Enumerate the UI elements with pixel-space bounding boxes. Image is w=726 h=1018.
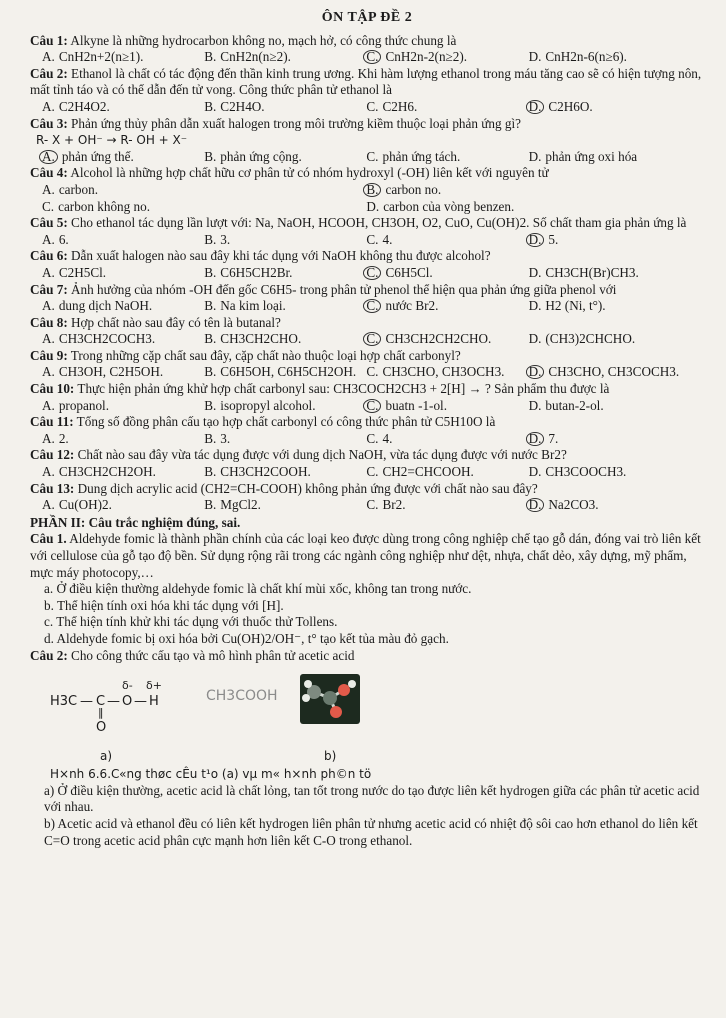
question-text: Ethanol là chất có tác động đến thần kinh trung ương. Khi hàm lượng ethanol trong máu tăng cao sẽ có hiện tượng nôn, mất tỉnh táo và có thể dẫn đến tử vong. Công thức phân tử ethanol là [30,65,702,98]
option-text: C6H5CH2Br. [220,264,293,280]
reaction-equation: R- X + OH⁻ → R- OH + X⁻ [36,133,188,148]
option-b[interactable] [204,49,366,66]
ball-stick-model-icon [300,674,360,724]
option-d[interactable] [529,265,691,282]
question-text: Chất nào sau đây vừa tác dụng được với dung dịch NaOH, vừa tác dụng được với nước Br2? [77,447,567,463]
question-text: Alcohol là những hợp chất hữu cơ phân tử có nhóm hydroxyl (-OH) liên kết với nguyên tử [70,165,549,181]
option-text: CH3CH2CH2CHO. [385,331,492,347]
question-stem [30,348,704,365]
option-text: CnH2n+2(n≥1). [58,49,144,65]
option-key: B. [204,148,217,164]
option-d[interactable] [529,464,691,481]
option-text: CH3CH(Br)CH3. [545,264,639,280]
option-c[interactable] [366,364,528,381]
handwritten-note: CH3COOH [206,688,278,705]
option-key-circled: C. [363,50,381,64]
options-row [42,431,704,448]
option-text: phản ứng cộng. [220,148,302,164]
option-key-circled: A. [39,150,58,164]
question-13 [30,481,704,514]
hydrogen-atom: H [149,694,159,710]
question-text: Hợp chất nào sau đây có tên là butanal? [71,314,281,330]
option-text: CnH2n(n≥2). [220,49,291,65]
option-a[interactable] [42,431,204,448]
option-key: A. [42,98,55,114]
option-a[interactable] [42,265,204,282]
option-text: CH3CHO, CH3OCH3. [382,364,505,380]
s2q1-statement-c: c. Thể hiện tính khử khi tác dụng với thuốc thử Tollens. [44,614,338,630]
option-text: 7. [548,430,559,446]
question-stem [30,33,704,50]
option-key: A. [42,181,55,197]
double-bond: ‖ [98,706,104,720]
question-label: Câu 1: [30,32,68,48]
section-2-title: PHẦN II: Câu trắc nghiệm đúng, sai. [30,514,241,530]
option-c[interactable] [366,265,528,282]
question-label: Câu 8: [30,314,68,330]
question-stem [30,248,704,265]
option-key: C. [366,364,379,380]
option-a[interactable] [42,99,204,116]
option-key-circled: C. [363,299,381,313]
option-a[interactable] [42,331,204,348]
s2q2-statement-b: b) Acetic acid và ethanol đều có liên kết hydrogen liên phân tử nhưng acetic acid có nhiệt độ sôi cao hơn ethanol do liên kết C=O trong acetic acid phân cực mạnh hơn liên kết C-O trong ethanol. [44,815,698,848]
option-c[interactable] [366,49,528,66]
s2q1-statement-d: d. Aldehyde fomic bị oxi hóa bởi Cu(OH)2/OH⁻, t° tạo kết tủa màu đỏ gạch. [44,630,449,646]
option-key: C. [366,497,379,513]
option-text: CH3CHO, CH3COCH3. [548,364,680,380]
option-d[interactable] [529,398,691,415]
option-text: 4. [382,231,393,247]
option-key: A. [42,298,55,314]
question-label: Câu 2: [30,65,68,81]
option-key: C. [42,198,55,214]
methyl-group: H3C [50,694,78,710]
question-text: Dung dịch acrylic acid (CH2=CH-COOH) không phản ứng được với chất nào sau đây? [77,480,538,496]
figure-label-b: b) [324,749,337,764]
question-2 [30,66,704,116]
question-stem [30,165,704,182]
option-key-circled: D. [526,432,545,446]
question-label: Câu 7: [30,281,68,297]
question-12 [30,447,704,480]
question-stem [30,414,704,431]
option-a[interactable] [42,464,204,481]
option-key: C. [366,98,379,114]
question-1 [30,33,704,66]
question-10 [30,381,704,414]
option-text: phản ứng thế. [61,148,134,164]
option-b[interactable] [204,149,366,166]
option-key: B. [204,464,217,480]
option-text: C6H5Cl. [385,264,433,280]
option-c[interactable] [366,497,528,514]
option-key-circled: D. [526,233,545,247]
option-a[interactable] [42,182,366,199]
option-b[interactable] [204,364,366,381]
option-key: D. [528,397,542,413]
option-text: butan-2-ol. [545,397,604,413]
question-11 [30,414,704,447]
question-label: Câu 9: [30,347,68,363]
option-key: B. [204,364,217,380]
option-d[interactable] [529,232,691,249]
options-row [42,364,704,381]
option-a[interactable] [42,232,204,249]
option-c[interactable] [366,398,528,415]
question-stem [30,66,704,99]
option-a[interactable] [42,49,204,66]
question-text: Cho ethanol tác dụng lần lượt với: Na, NaOH, HCOOH, CH3OH, O2, CuO, Cu(OH)2. Số chất tham gia phản ứng là [71,215,687,231]
option-key: C. [366,148,379,164]
question-label: Câu 12: [30,447,75,463]
option-text: C2H6. [382,98,418,114]
option-key: B. [204,231,217,247]
multiple-choice-section [30,33,704,514]
option-c[interactable] [366,298,528,315]
option-text: CH3CH2CHO. [220,331,302,347]
question-text: Alkyne là những hydrocarbon không no, mạch hở, có công thức chung là [70,32,457,48]
option-c[interactable] [42,199,366,216]
option-text: buatn -1-ol. [385,397,447,413]
bond-line: — [134,694,147,710]
option-d[interactable] [529,364,691,381]
option-d[interactable] [529,298,691,315]
option-key: B. [204,430,217,446]
option-text: CH3COOCH3. [545,464,627,480]
option-a[interactable] [42,398,204,415]
acetic-acid-figure [50,668,704,764]
question-text: Trong những cặp chất sau đây, cặp chất nào thuộc loại hợp chất carbonyl? [70,347,461,363]
option-text: propanol. [58,397,110,413]
option-b[interactable] [204,232,366,249]
option-key: D. [528,331,542,347]
option-d[interactable] [529,149,691,166]
option-text: (CH3)2CHCHO. [545,331,636,347]
option-c[interactable] [366,232,528,249]
molecular-model-image [300,674,360,724]
option-text: carbon không no. [58,198,151,214]
option-key-circled: B. [363,183,381,197]
option-key: A. [42,231,55,247]
option-key: B. [204,331,217,347]
question-5 [30,215,704,248]
option-c[interactable] [366,331,528,348]
option-text: 2. [58,430,69,446]
option-text: CH3CH2COOH. [220,464,311,480]
option-d[interactable] [529,99,691,116]
option-text: carbon no. [385,181,442,197]
option-text: CnH2n-6(n≥6). [545,49,627,65]
option-key: D. [528,148,542,164]
s2q2-statement-a: a) Ở điều kiện thường, acetic acid là chất lỏng, tan tốt trong nước do tạo được liên kết hydrogen giữa các phân tử acetic acid với nhau. [44,782,700,815]
question-label: Câu 3: [30,115,68,131]
question-text: Tổng số đồng phân cấu tạo hợp chất carbonyl có công thức phân tử C5H10O là [76,414,496,430]
option-a[interactable] [42,497,204,514]
figure-caption: H×nh 6.6.C«ng thøc cÊu t¹o (a) vµ m« h×nh ph©n tö [50,767,372,782]
option-text: dung dịch NaOH. [58,298,153,314]
question-label: Câu 11: [30,414,74,430]
option-key: B. [204,98,217,114]
question-9 [30,348,704,381]
option-text: MgCl2. [220,497,261,513]
options-row [42,331,704,348]
question-stem [30,282,704,299]
options-row [42,298,704,315]
option-key-circled: D. [526,365,545,379]
question-stem [30,215,704,232]
option-text: CnH2n-2(n≥2). [385,49,468,65]
option-key-circled: C. [363,399,381,413]
option-b[interactable] [204,398,366,415]
option-text: phản ứng tách. [382,148,461,164]
option-text: Cu(OH)2. [58,497,112,513]
option-key: D. [528,298,542,314]
option-c[interactable] [366,99,528,116]
question-stem [30,447,704,464]
question-stem [30,315,704,332]
option-key: D. [366,198,380,214]
option-c[interactable] [366,431,528,448]
options-row [42,182,704,199]
option-text: CH3CH2CH2OH. [58,464,156,480]
option-key: A. [42,464,55,480]
delta-minus-label: δ- [122,679,133,693]
carbon-atom: C [96,694,106,710]
question-6 [30,248,704,281]
option-key-circled: D. [526,100,545,114]
option-text: C2H4O2. [58,98,110,114]
bond-line: — [107,694,120,710]
question-8 [30,315,704,348]
options-row [42,464,704,481]
option-key: D. [528,49,542,65]
question-3 [30,116,704,166]
option-text: carbon của vòng benzen. [383,198,515,214]
option-a[interactable] [42,149,204,166]
option-key: C. [366,231,379,247]
option-text: 4. [382,430,393,446]
question-text: Thực hiện phản ứng khử hợp chất carbonyl sau: CH3COCH2CH3 + 2[H] → ? Sản phẩm thu được là [77,381,610,397]
option-b[interactable] [204,464,366,481]
option-text: CH3OH, C2H5OH. [58,364,164,380]
question-label: Câu 13: [30,480,75,496]
figure-label-a: a) [100,749,113,764]
option-text: Na2CO3. [548,497,599,513]
option-text: 3. [220,231,231,247]
option-b[interactable] [204,99,366,116]
option-text: isopropyl alcohol. [220,397,316,413]
option-key: C. [366,430,379,446]
option-key: A. [42,397,55,413]
option-d[interactable] [529,49,691,66]
option-a[interactable] [42,298,204,315]
section2-question-2: Câu 2: Cho công thức cấu tạo và mô hình phân tử acetic acid [30,647,355,663]
bond-line: — [80,694,93,710]
question-label: Câu 5: [30,215,68,231]
option-key: A. [42,497,55,513]
option-key: A. [42,331,55,347]
option-text: C6H5OH, C6H5CH2OH. [220,364,357,380]
option-key-circled: D. [526,498,545,512]
options-row [42,49,704,66]
option-b[interactable] [204,298,366,315]
option-key: B. [204,298,217,314]
option-d[interactable] [529,431,691,448]
option-c[interactable] [366,149,528,166]
options-row [42,99,704,116]
option-key: B. [204,264,217,280]
option-d[interactable] [529,497,691,514]
option-b[interactable] [204,265,366,282]
option-text: CH2=CHCOOH. [382,464,474,480]
option-text: 5. [548,231,559,247]
option-key: C. [366,464,379,480]
option-b[interactable] [366,182,690,199]
option-c[interactable] [366,464,528,481]
option-key: A. [42,49,55,65]
option-key: D. [528,464,542,480]
option-key: A. [42,430,55,446]
question-stem [30,481,704,498]
question-7 [30,282,704,315]
option-a[interactable] [42,364,204,381]
oxygen-atom: O [122,694,133,710]
options-row [42,497,704,514]
carbonyl-oxygen: O [96,720,107,736]
option-key: A. [42,264,55,280]
option-text: C2H4O. [220,98,265,114]
option-d[interactable] [529,331,691,348]
question-4 [30,165,704,215]
option-key: D. [528,264,542,280]
option-text: nước Br2. [385,298,439,314]
option-key: B. [204,49,217,65]
delta-plus-label: δ+ [146,679,162,693]
structural-formula [50,668,278,764]
option-text: phản ứng oxi hóa [545,148,638,164]
option-key: B. [204,497,217,513]
option-b[interactable] [204,431,366,448]
option-d[interactable] [366,199,690,216]
option-text: CH3CH2COCH3. [58,331,156,347]
option-text: Na kim loại. [220,298,286,314]
option-text: carbon. [58,181,99,197]
s2q1-statement-b: b. Thể hiện tính oxi hóa khi tác dụng với [H]. [44,597,284,613]
option-text: H2 (Ni, t°). [545,298,606,314]
options-row [42,149,704,166]
question-text: Dẫn xuất halogen nào sau đây khi tác dụng với NaOH không thu được alcohol? [71,248,491,264]
question-label: Câu 6: [30,248,68,264]
option-text: Br2. [382,497,406,513]
question-label: Câu 4: [30,165,68,181]
option-key: B. [204,397,217,413]
section2-question-1: Câu 1. Aldehyde fomic là thành phần chính của các loại keo được dùng trong công nghiệp chế tạo gỗ dán, đóng vai trò liên kết với cellulose của gỗ tạo độ bền. Sử dụng rộng rãi trong các ngành công nghiệp như dệt, nhựa, chất dẻo, xây dựng, mỹ phẩm, mực máy photocopy,… [30,531,701,580]
option-key: A. [42,364,55,380]
question-stem [30,116,704,133]
options-row [42,232,704,249]
options-row [42,398,704,415]
option-key-circled: C. [363,332,381,346]
question-text: Phản ứng thủy phân dẫn xuất halogen trong môi trường kiềm thuộc loại phản ứng gì? [71,115,522,131]
options-row [42,199,704,216]
option-text: 3. [220,430,231,446]
model-column [240,668,360,764]
question-label: Câu 10: [30,381,75,397]
option-text: 6. [58,231,69,247]
option-text: C2H6O. [548,98,593,114]
option-b[interactable] [204,497,366,514]
options-row [42,265,704,282]
option-text: C2H5Cl. [58,264,107,280]
option-b[interactable] [204,331,366,348]
question-stem [30,381,704,398]
option-key-circled: C. [363,266,381,280]
question-text: Ảnh hưởng của nhóm -OH đến gốc C6H5- trong phân tử phenol thể hiện qua phản ứng giữa phenol với [71,281,617,297]
page-title: ÔN TẬP ĐỀ 2 [321,10,413,25]
s2q1-statement-a: a. Ở điều kiện thường aldehyde fomic là chất khí mùi xốc, không tan trong nước. [44,581,472,597]
